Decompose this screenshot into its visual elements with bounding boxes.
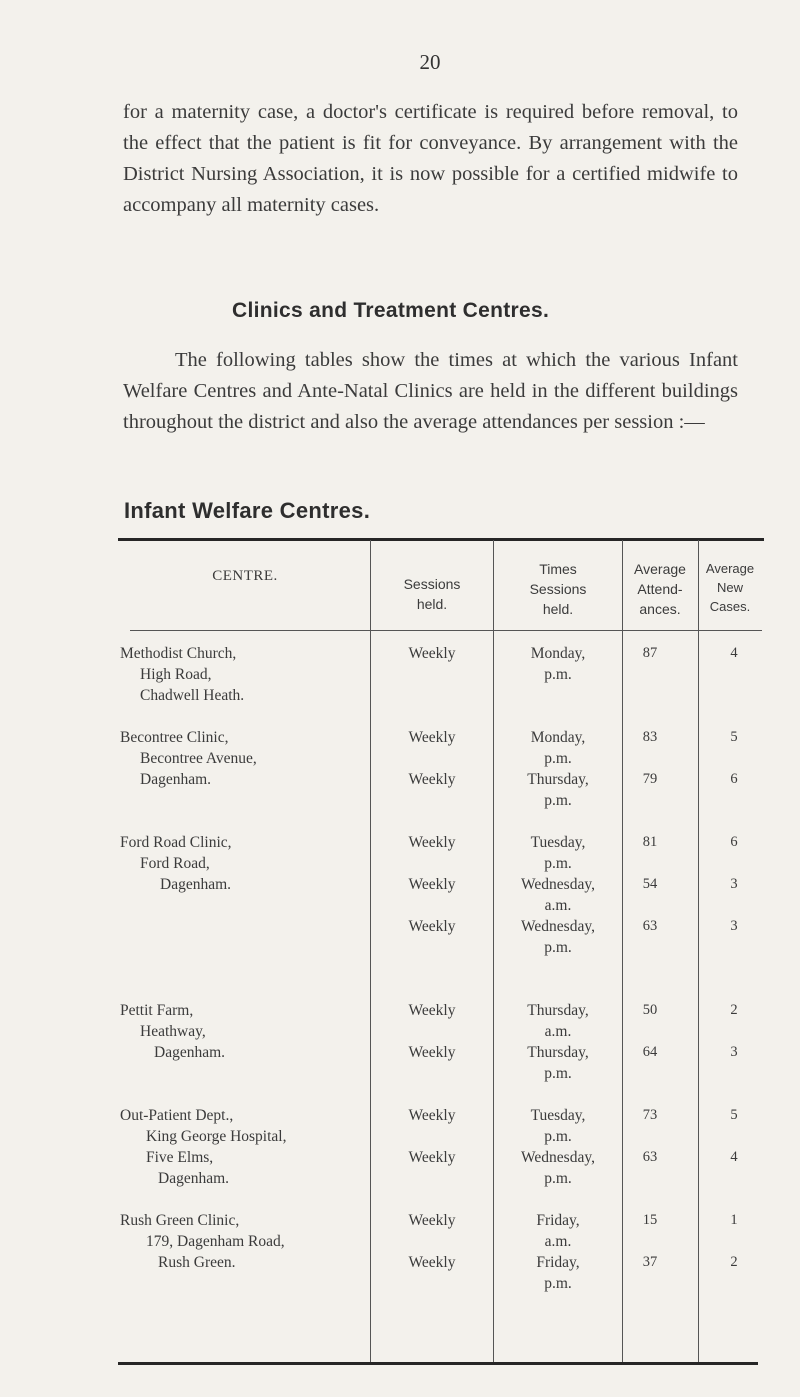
- session-day: Wednesday,: [521, 918, 595, 935]
- session-time: a.m.: [544, 1023, 572, 1040]
- table-heading: Infant Welfare Centres.: [124, 498, 371, 523]
- average-new-cases: 6: [730, 771, 738, 787]
- header-new-cases: Average New Cases.: [705, 561, 755, 614]
- tables-paragraph: The following tables show the times at which the various Infant Welfare Centres and Ante-Natal Clinics are held in the different buildings throughout the district and also the average attendances per session :—: [123, 349, 738, 433]
- sessions-held: Weekly: [408, 918, 456, 935]
- session-day: Tuesday,: [530, 1107, 586, 1124]
- session-day: Thursday,: [527, 1002, 589, 1019]
- centre-name: Rush Green Clinic, 179, Dagenham Road, Rush Green.: [120, 1212, 285, 1271]
- header-sessions: Sessions held.: [403, 576, 461, 612]
- sessions-held: Weekly: [408, 1002, 456, 1019]
- average-attendances: 63: [642, 918, 658, 934]
- average-attendances: 54: [642, 876, 658, 892]
- table-top-rule: [118, 538, 764, 541]
- average-new-cases: 3: [730, 918, 738, 934]
- header-centre: CENTRE.: [212, 568, 278, 584]
- sessions-held: Weekly: [408, 1212, 456, 1229]
- page-number: 20: [419, 50, 441, 74]
- average-attendances: 79: [642, 771, 658, 787]
- average-new-cases: 5: [730, 729, 738, 745]
- table-bottom-rule: [118, 1362, 758, 1365]
- session-day: Monday,: [530, 729, 586, 746]
- session-day: Friday,: [536, 1254, 580, 1271]
- sessions-held: Weekly: [408, 834, 456, 851]
- session-day: Thursday,: [527, 1044, 589, 1061]
- centre-name: Ford Road Clinic, Ford Road, Dagenham.: [120, 834, 232, 893]
- average-new-cases: 1: [730, 1212, 738, 1228]
- centre-name: Out-Patient Dept., King George Hospital, Five Elms, Dagenham.: [120, 1107, 287, 1187]
- average-attendances: 83: [642, 729, 658, 745]
- average-new-cases: 3: [730, 1044, 738, 1060]
- session-time: p.m.: [544, 666, 572, 683]
- intro-paragraph: for a maternity case, a doctor's certificate is required before removal, to the effect that the patient is fit for conveyance. By arrangement with the District Nursing Association, it is now possible for a certified midwife to accompany all maternity cases.: [123, 101, 738, 216]
- session-day: Wednesday,: [521, 876, 595, 893]
- centre-name: Methodist Church, High Road, Chadwell Heath.: [120, 645, 245, 704]
- sessions-held: Weekly: [408, 729, 456, 746]
- sessions-held: Weekly: [408, 771, 456, 788]
- average-new-cases: 4: [730, 645, 738, 661]
- average-attendances: 50: [642, 1002, 658, 1018]
- section-heading: Clinics and Treatment Centres.: [232, 299, 550, 322]
- average-new-cases: 3: [730, 876, 738, 892]
- session-time: p.m.: [544, 1275, 572, 1292]
- session-time: p.m.: [544, 750, 572, 767]
- session-time: p.m.: [544, 1128, 572, 1145]
- average-new-cases: 6: [730, 834, 738, 850]
- average-attendances: 15: [642, 1212, 658, 1228]
- session-day: Wednesday,: [521, 1149, 595, 1166]
- sessions-held: Weekly: [408, 1107, 456, 1124]
- average-attendances: 81: [642, 834, 658, 850]
- session-day: Tuesday,: [530, 834, 586, 851]
- session-time: p.m.: [544, 1065, 572, 1082]
- session-time: p.m.: [544, 939, 572, 956]
- centre-name: Pettit Farm, Heathway, Dagenham.: [120, 1002, 226, 1061]
- average-new-cases: 4: [730, 1149, 738, 1165]
- header-rule: [130, 630, 762, 631]
- average-attendances: 64: [642, 1044, 658, 1060]
- session-time: a.m.: [544, 897, 572, 914]
- session-time: a.m.: [544, 1233, 572, 1250]
- average-new-cases: 2: [730, 1254, 738, 1270]
- session-day: Thursday,: [527, 771, 589, 788]
- session-day: Friday,: [536, 1212, 580, 1229]
- session-time: p.m.: [544, 855, 572, 872]
- session-time: p.m.: [544, 1170, 572, 1187]
- header-times: Times Sessions held.: [529, 561, 587, 617]
- average-attendances: 37: [642, 1254, 658, 1270]
- sessions-held: Weekly: [408, 1149, 456, 1166]
- sessions-held: Weekly: [408, 645, 456, 662]
- session-time: p.m.: [544, 792, 572, 809]
- average-new-cases: 5: [730, 1107, 738, 1123]
- header-attendances: Average Attend- ances.: [634, 561, 686, 617]
- average-attendances: 87: [642, 645, 658, 661]
- session-day: Monday,: [530, 645, 586, 662]
- centre-name: Becontree Clinic, Becontree Avenue, Dagenham.: [120, 729, 257, 788]
- average-new-cases: 2: [730, 1002, 738, 1018]
- sessions-held: Weekly: [408, 876, 456, 893]
- average-attendances: 73: [642, 1107, 658, 1123]
- sessions-held: Weekly: [408, 1044, 456, 1061]
- sessions-held: Weekly: [408, 1254, 456, 1271]
- average-attendances: 63: [642, 1149, 658, 1165]
